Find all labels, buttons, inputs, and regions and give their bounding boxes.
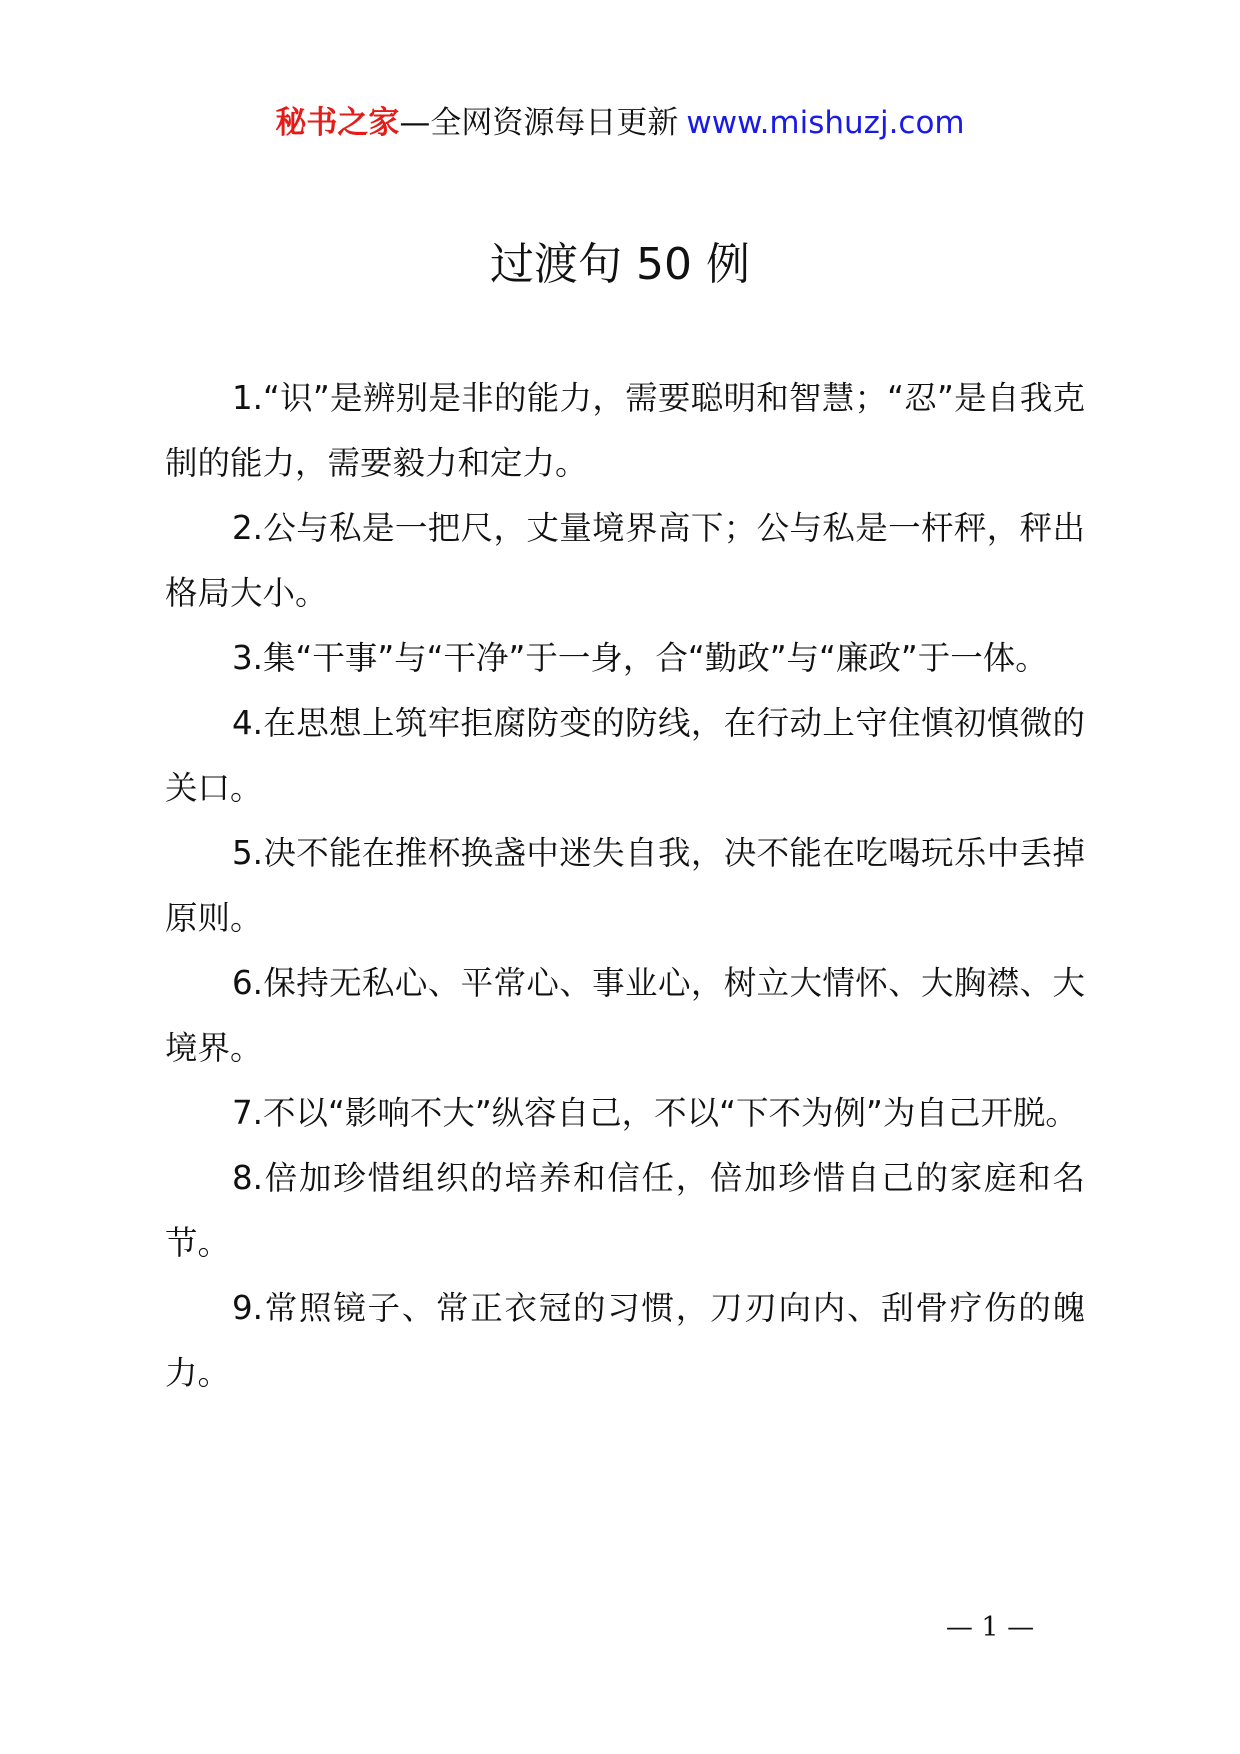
site-url-link[interactable]: www.mishuzj.com — [686, 105, 965, 141]
list-item: 2.公与私是一把尺，丈量境界高下；公与私是一杆秤，秤出格局大小。 — [165, 509, 1085, 612]
list-item: 4.在思想上筑牢拒腐防变的防线，在行动上守住慎初慎微的关口。 — [165, 704, 1085, 807]
site-header — [0, 100, 1240, 146]
brand-name: 秘书之家 — [275, 105, 400, 141]
document-body — [165, 366, 1085, 1406]
list-item: 7.不以“影响不大”纵容自己，不以“下不为例”为自己开脱。 — [232, 1094, 1078, 1132]
list-item: 8.倍加珍惜组织的培养和信任，倍加珍惜自己的家庭和名节。 — [165, 1159, 1085, 1262]
site-slogan: —全网资源每日更新 — [399, 105, 679, 141]
list-item: 9.常照镜子、常正衣冠的习惯，刀刃向内、刮骨疗伤的魄力。 — [165, 1289, 1085, 1392]
list-item: 1.“识”是辨别是非的能力，需要聪明和智慧；“忍”是自我克制的能力，需要毅力和定力。 — [165, 379, 1085, 482]
page-number: — 1 — — [945, 1612, 1035, 1643]
list-item: 6.保持无私心、平常心、事业心，树立大情怀、大胸襟、大境界。 — [165, 964, 1085, 1067]
list-item: 5.决不能在推杯换盏中迷失自我，决不能在吃喝玩乐中丢掉原则。 — [165, 834, 1085, 937]
list-item: 3.集“干事”与“干净”于一身，合“勤政”与“廉政”于一体。 — [232, 639, 1048, 677]
document-title: 过渡句 50 例 — [490, 239, 750, 290]
